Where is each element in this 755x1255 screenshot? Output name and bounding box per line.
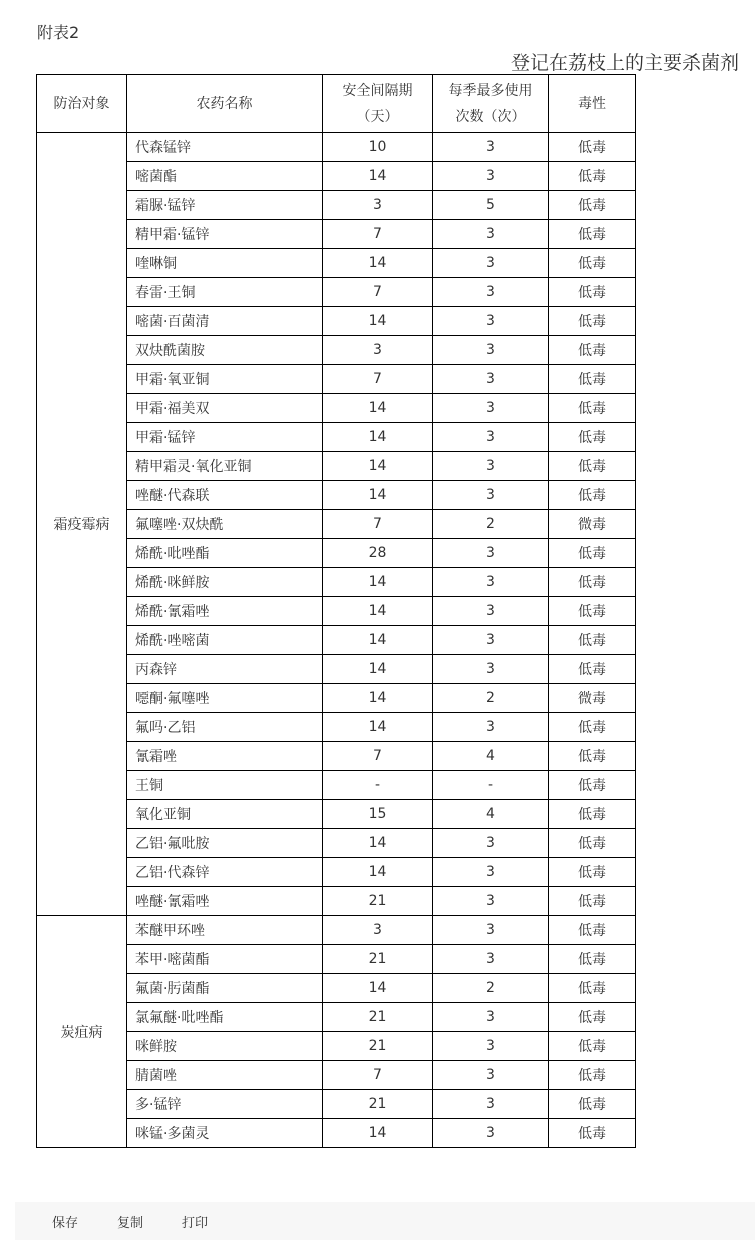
header-name (127, 75, 323, 133)
toxicity-cell: 低毒 (549, 394, 636, 423)
max-uses-cell: 3 (433, 249, 549, 278)
header-interval-line1: 安全间隔期 (342, 82, 413, 99)
table-row (37, 684, 636, 713)
table-row (37, 829, 636, 858)
table-row (37, 452, 636, 481)
max-uses-cell: 3 (433, 1090, 549, 1119)
max-uses-cell: 3 (433, 597, 549, 626)
max-uses-cell: 3 (433, 713, 549, 742)
name-cell: 嘧菌·百菌清 (127, 307, 323, 336)
name-cell: 苯甲·嘧菌酯 (127, 945, 323, 974)
max-uses-cell: 3 (433, 829, 549, 858)
table-row (37, 945, 636, 974)
max-uses-cell: 5 (433, 191, 549, 220)
table-row (37, 481, 636, 510)
name-cell: 丙森锌 (127, 655, 323, 684)
table-row (37, 800, 636, 829)
toxicity-cell: 低毒 (549, 568, 636, 597)
interval-cell: 7 (323, 1061, 433, 1090)
table-row (37, 655, 636, 684)
toxicity-cell: 低毒 (549, 771, 636, 800)
interval-cell: 7 (323, 742, 433, 771)
name-cell: 双炔酰菌胺 (127, 336, 323, 365)
toxicity-cell: 低毒 (549, 887, 636, 916)
interval-cell: 21 (323, 945, 433, 974)
toxicity-cell: 低毒 (549, 191, 636, 220)
interval-cell: 14 (323, 626, 433, 655)
name-cell: 乙铝·氟吡胺 (127, 829, 323, 858)
interval-cell: - (323, 771, 433, 800)
max-uses-cell: 3 (433, 858, 549, 887)
appendix-label: 附表2 (37, 23, 80, 42)
table-row (37, 1090, 636, 1119)
toxicity-cell: 低毒 (549, 597, 636, 626)
table-row (37, 742, 636, 771)
table-row (37, 249, 636, 278)
toxicity-cell: 低毒 (549, 1032, 636, 1061)
name-cell: 甲霜·氧亚铜 (127, 365, 323, 394)
name-cell: 氯氟醚·吡唑酯 (127, 1003, 323, 1032)
interval-cell: 3 (323, 336, 433, 365)
header-max-uses-line1: 每季最多使用 (448, 82, 533, 99)
table-row (37, 568, 636, 597)
toxicity-cell: 低毒 (549, 336, 636, 365)
max-uses-cell: 3 (433, 336, 549, 365)
max-uses-cell: 4 (433, 742, 549, 771)
max-uses-cell: 3 (433, 481, 549, 510)
name-cell: 嘧菌酯 (127, 162, 323, 191)
interval-cell: 14 (323, 423, 433, 452)
interval-cell: 14 (323, 307, 433, 336)
toxicity-cell: 低毒 (549, 162, 636, 191)
max-uses-cell: 4 (433, 800, 549, 829)
interval-cell: 21 (323, 1090, 433, 1119)
table-row (37, 713, 636, 742)
header-interval (323, 75, 433, 133)
max-uses-cell: 3 (433, 945, 549, 974)
toxicity-cell: 低毒 (549, 742, 636, 771)
name-cell: 喹啉铜 (127, 249, 323, 278)
interval-cell: 7 (323, 220, 433, 249)
header-toxicity-label: 毒性 (578, 95, 606, 112)
table-title: 登记在荔枝上的主要杀菌剂 (510, 52, 739, 74)
max-uses-cell: 3 (433, 278, 549, 307)
interval-cell: 14 (323, 162, 433, 191)
table-row (37, 858, 636, 887)
max-uses-cell: - (433, 771, 549, 800)
toxicity-cell: 低毒 (549, 452, 636, 481)
max-uses-cell: 3 (433, 1032, 549, 1061)
name-cell: 烯酰·氰霜唑 (127, 597, 323, 626)
toxicity-cell: 低毒 (549, 307, 636, 336)
table-body (37, 133, 636, 1148)
name-cell: 咪鲜胺 (127, 1032, 323, 1061)
interval-cell: 14 (323, 858, 433, 887)
name-cell: 唑醚·代森联 (127, 481, 323, 510)
header-max-uses-line2: 次数（次） (455, 108, 526, 125)
interval-cell: 15 (323, 800, 433, 829)
interval-cell: 14 (323, 974, 433, 1003)
max-uses-cell: 3 (433, 655, 549, 684)
name-cell: 腈菌唑 (127, 1061, 323, 1090)
toxicity-cell: 低毒 (549, 423, 636, 452)
interval-cell: 14 (323, 249, 433, 278)
name-cell: 霜脲·锰锌 (127, 191, 323, 220)
header-max-uses (433, 75, 549, 133)
interval-cell: 7 (323, 278, 433, 307)
toxicity-cell: 低毒 (549, 365, 636, 394)
interval-cell: 14 (323, 684, 433, 713)
table-row (37, 597, 636, 626)
interval-cell: 14 (323, 597, 433, 626)
header-target-label: 防治对象 (53, 95, 110, 112)
interval-cell: 14 (323, 1119, 433, 1148)
max-uses-cell: 2 (433, 684, 549, 713)
toxicity-cell: 低毒 (549, 220, 636, 249)
table-row (37, 916, 636, 945)
target-cell: 炭疽病 (37, 916, 127, 1148)
header-toxicity (549, 75, 636, 133)
name-cell: 春雷·王铜 (127, 278, 323, 307)
interval-cell: 14 (323, 452, 433, 481)
max-uses-cell: 3 (433, 887, 549, 916)
toxicity-cell: 低毒 (549, 1003, 636, 1032)
max-uses-cell: 3 (433, 307, 549, 336)
table-row (37, 162, 636, 191)
name-cell: 氟噻唑·双炔酰 (127, 510, 323, 539)
table-row (37, 191, 636, 220)
name-cell: 烯酰·咪鲜胺 (127, 568, 323, 597)
toxicity-cell: 低毒 (549, 829, 636, 858)
interval-cell: 14 (323, 829, 433, 858)
interval-cell: 10 (323, 133, 433, 162)
max-uses-cell: 2 (433, 974, 549, 1003)
header-interval-line2: （天） (356, 108, 399, 125)
table-row (37, 1032, 636, 1061)
name-cell: 甲霜·锰锌 (127, 423, 323, 452)
toxicity-cell: 低毒 (549, 655, 636, 684)
toxicity-cell: 低毒 (549, 1061, 636, 1090)
toxicity-cell: 低毒 (549, 945, 636, 974)
table-row (37, 365, 636, 394)
toxicity-cell: 低毒 (549, 1119, 636, 1148)
toxicity-cell: 低毒 (549, 974, 636, 1003)
table-row (37, 423, 636, 452)
name-cell: 甲霜·福美双 (127, 394, 323, 423)
toxicity-cell: 低毒 (549, 916, 636, 945)
name-cell: 氧化亚铜 (127, 800, 323, 829)
name-cell: 多·锰锌 (127, 1090, 323, 1119)
toxicity-cell: 低毒 (549, 278, 636, 307)
interval-cell: 3 (323, 191, 433, 220)
table-row (37, 278, 636, 307)
interval-cell: 21 (323, 1003, 433, 1032)
toxicity-cell: 低毒 (549, 800, 636, 829)
table-row (37, 1061, 636, 1090)
max-uses-cell: 3 (433, 220, 549, 249)
max-uses-cell: 3 (433, 1061, 549, 1090)
name-cell: 烯酰·唑嘧菌 (127, 626, 323, 655)
name-cell: 苯醚甲环唑 (127, 916, 323, 945)
interval-cell: 14 (323, 481, 433, 510)
name-cell: 王铜 (127, 771, 323, 800)
save-button[interactable]: 保存 (52, 1212, 78, 1231)
max-uses-cell: 3 (433, 1003, 549, 1032)
interval-cell: 7 (323, 365, 433, 394)
copy-button[interactable]: 复制 (117, 1212, 143, 1231)
header-name-label: 农药名称 (196, 95, 253, 112)
max-uses-cell: 3 (433, 452, 549, 481)
name-cell: 噁酮·氟噻唑 (127, 684, 323, 713)
name-cell: 精甲霜灵·氧化亚铜 (127, 452, 323, 481)
name-cell: 氟菌·肟菌酯 (127, 974, 323, 1003)
table-row (37, 1119, 636, 1148)
max-uses-cell: 2 (433, 510, 549, 539)
max-uses-cell: 3 (433, 626, 549, 655)
interval-cell: 7 (323, 510, 433, 539)
name-cell: 精甲霜·锰锌 (127, 220, 323, 249)
name-cell: 唑醚·氰霜唑 (127, 887, 323, 916)
interval-cell: 28 (323, 539, 433, 568)
max-uses-cell: 3 (433, 916, 549, 945)
name-cell: 氟吗·乙铝 (127, 713, 323, 742)
toxicity-cell: 低毒 (549, 133, 636, 162)
table-row (37, 220, 636, 249)
interval-cell: 14 (323, 568, 433, 597)
table-row (37, 336, 636, 365)
table-row (37, 1003, 636, 1032)
toxicity-cell: 低毒 (549, 481, 636, 510)
max-uses-cell: 3 (433, 1119, 549, 1148)
max-uses-cell: 3 (433, 394, 549, 423)
table-row (37, 771, 636, 800)
table-row (37, 626, 636, 655)
name-cell: 咪锰·多菌灵 (127, 1119, 323, 1148)
table-row (37, 887, 636, 916)
interval-cell: 14 (323, 655, 433, 684)
max-uses-cell: 3 (433, 423, 549, 452)
interval-cell: 3 (323, 916, 433, 945)
table-row (37, 307, 636, 336)
max-uses-cell: 3 (433, 568, 549, 597)
fungicide-table (36, 74, 636, 1148)
max-uses-cell: 3 (433, 133, 549, 162)
interval-cell: 14 (323, 394, 433, 423)
toxicity-cell: 微毒 (549, 510, 636, 539)
toxicity-cell: 低毒 (549, 858, 636, 887)
table-row (37, 133, 636, 162)
print-button[interactable]: 打印 (182, 1212, 208, 1231)
toxicity-cell: 低毒 (549, 713, 636, 742)
table-row (37, 539, 636, 568)
max-uses-cell: 3 (433, 162, 549, 191)
target-cell: 霜疫霉病 (37, 133, 127, 916)
max-uses-cell: 3 (433, 365, 549, 394)
table-row (37, 394, 636, 423)
table-row (37, 974, 636, 1003)
interval-cell: 21 (323, 887, 433, 916)
toxicity-cell: 低毒 (549, 1090, 636, 1119)
toxicity-cell: 低毒 (549, 626, 636, 655)
header-target (37, 75, 127, 133)
toxicity-cell: 低毒 (549, 539, 636, 568)
name-cell: 氰霜唑 (127, 742, 323, 771)
name-cell: 乙铝·代森锌 (127, 858, 323, 887)
table-header-row (37, 75, 636, 133)
name-cell: 代森锰锌 (127, 133, 323, 162)
toxicity-cell: 低毒 (549, 249, 636, 278)
max-uses-cell: 3 (433, 539, 549, 568)
table-row (37, 510, 636, 539)
toxicity-cell: 微毒 (549, 684, 636, 713)
interval-cell: 14 (323, 713, 433, 742)
name-cell: 烯酰·吡唑酯 (127, 539, 323, 568)
bottom-toolbar (15, 1202, 755, 1240)
interval-cell: 21 (323, 1032, 433, 1061)
